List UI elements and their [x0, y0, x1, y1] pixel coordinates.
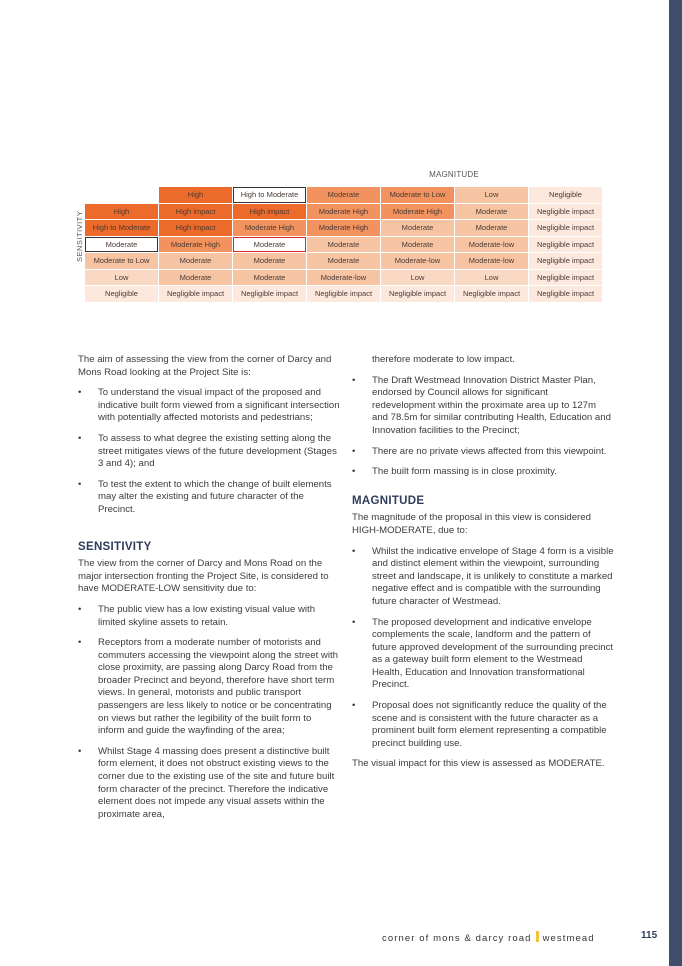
magnitude-intro: The magnitude of the proposal in this view is considered HIGH-MODERATE, due to:: [352, 512, 591, 536]
list-item: [78, 433, 340, 471]
magnitude-header: Moderate: [307, 187, 380, 203]
matrix-cell: Negligible impact: [233, 286, 306, 302]
sensitivity-heading: SENSITIVITY: [78, 540, 152, 553]
list-item-text: The public view has a low existing visual value with limited skyline assets to retain.: [98, 603, 316, 628]
matrix-cell: Negligible impact: [307, 286, 380, 302]
list-item-text: Whilst Stage 4 massing does present a distinctive built form element, it does not obstruct existing views to the corner due to the existing use of the site and future built form character of the precinct. Therefore the indicative element does not impede any visual assets within the proximate area,: [98, 745, 335, 820]
matrix-row: [85, 204, 602, 220]
aims-list: [78, 387, 340, 516]
matrix-row: [85, 220, 602, 236]
list-item-text: The built form massing is in close proximity.: [372, 466, 557, 478]
bullet-icon: •: [352, 700, 356, 712]
sensitivity-header: Low: [85, 270, 158, 286]
matrix-cell: Moderate High: [159, 237, 232, 253]
matrix-cell: Moderate High: [381, 204, 454, 220]
sensitivity-header: Negligible: [85, 286, 158, 302]
matrix-cell: Negligible impact: [529, 286, 602, 302]
matrix-cell: Moderate High: [233, 220, 306, 236]
bullet-icon: •: [352, 616, 356, 628]
sensitivity-intro: The view from the corner of Darcy and Mons Road on the major intersection fronting the Project Site, is considered to have MODERATE-LOW sensitivity due to:: [78, 558, 329, 595]
matrix-cell: Negligible impact: [529, 220, 602, 236]
magnitude-header: Negligible: [529, 187, 602, 203]
matrix-cell: Moderate: [159, 253, 232, 269]
conclusion-paragraph: The visual impact for this view is assessed as MODERATE.: [352, 758, 605, 770]
sensitivity-header-selected: Moderate: [85, 237, 158, 253]
continuation-text: therefore moderate to low impact.: [372, 354, 515, 365]
list-item-text: The proposed development and indicative envelope complements the scale, landform and the pattern of future approved development of the surrounding precinct as a gateway built form element to the Westmead Health, Education and Innovation transformational Precinct.: [372, 616, 614, 691]
matrix-cell: Negligible impact: [529, 204, 602, 220]
matrix-cell: Negligible impact: [381, 286, 454, 302]
footer-location: corner of mons & darcy road: [382, 933, 532, 944]
left-text-column: [78, 354, 340, 829]
list-item-text: To assess to what degree the existing setting along the street mitigates views of the future development (Stages 3 and 4); and: [98, 432, 337, 470]
matrix-cell: Moderate-low: [455, 237, 528, 253]
matrix-cell: Low: [381, 270, 454, 286]
sensitivity-axis-label: SENSITIVITY: [75, 210, 84, 262]
matrix-row: [85, 286, 602, 302]
list-item: [78, 637, 340, 738]
list-item: [78, 746, 340, 822]
magnitude-heading: MAGNITUDE: [352, 494, 425, 507]
list-item: [352, 546, 614, 609]
matrix-cell: Low: [455, 270, 528, 286]
matrix-cell: Negligible impact: [529, 253, 602, 269]
magnitude-list: [352, 546, 614, 751]
bullet-icon: •: [78, 432, 82, 444]
matrix-cell: Moderate-low: [381, 253, 454, 269]
magnitude-header: Moderate to Low: [381, 187, 454, 203]
matrix-cell: Negligible impact: [529, 237, 602, 253]
list-item: [352, 466, 614, 479]
list-item: [352, 617, 614, 693]
matrix-cell: Negligible impact: [159, 286, 232, 302]
matrix-cell-selected-result: Moderate: [233, 237, 306, 253]
matrix-cell: Moderate-low: [455, 253, 528, 269]
footer-suburb: westmead: [542, 933, 595, 944]
magnitude-axis-label: MAGNITUDE: [429, 170, 479, 179]
matrix-cell: Moderate: [307, 237, 380, 253]
matrix-cell: Moderate: [381, 237, 454, 253]
matrix-cell: Negligible impact: [455, 286, 528, 302]
list-item-text: Proposal does not significantly reduce the quality of the scene and is consistent with the future character as a prominent built form element representing a compatible precinct building use.: [372, 700, 607, 749]
bullet-icon: •: [78, 603, 82, 615]
list-item-text: The Draft Westmead Innovation District Master Plan, endorsed by Council allows for significant redevelopment within the proximate area up to 127m and 78.5m for similar contributing Health, Education and Innovation facilities to the Precinct;: [372, 374, 611, 436]
list-item-text: To understand the visual impact of the proposed and indicative built form viewed from a significant intersection with potentially affected motorists and pedestrians;: [98, 387, 340, 424]
bullet-icon: •: [352, 445, 356, 457]
sensitivity-header: High: [85, 204, 158, 220]
magnitude-header: High: [159, 187, 232, 203]
list-item: [78, 479, 340, 517]
footer-title: [382, 931, 595, 944]
right-text-column: [352, 354, 614, 779]
bullet-icon: •: [78, 745, 82, 757]
list-item: [352, 446, 614, 459]
matrix-cell: Moderate: [307, 253, 380, 269]
matrix-corner: [85, 187, 158, 203]
bullet-icon: •: [352, 545, 356, 557]
sensitivity-header: High to Moderate: [85, 220, 158, 236]
list-item: [352, 375, 614, 438]
matrix-cell: Moderate-low: [307, 270, 380, 286]
page-edge-band: [669, 0, 682, 966]
matrix-cell: Moderate: [455, 220, 528, 236]
list-item: [78, 387, 340, 425]
matrix-cell: Negligible impact: [529, 270, 602, 286]
list-item: [78, 604, 340, 629]
matrix-row: [85, 270, 602, 286]
bullet-icon: •: [352, 466, 356, 478]
magnitude-header: Low: [455, 187, 528, 203]
bullet-icon: •: [352, 374, 356, 386]
magnitude-header-selected: High to Moderate: [233, 187, 306, 203]
sensitivity-list: [78, 604, 340, 822]
matrix-cell: Moderate High: [307, 220, 380, 236]
matrix-cell: Moderate: [159, 270, 232, 286]
list-item: [352, 700, 614, 750]
matrix-row: [85, 237, 602, 253]
list-item-text: To test the extent to which the change of built elements may alter the existing and future character of the Precinct.: [98, 478, 332, 515]
footer-separator: [536, 931, 539, 942]
intro-paragraph: The aim of assessing the view from the corner of Darcy and Mons Road looking at the Project Site is:: [78, 354, 332, 378]
bullet-icon: •: [78, 637, 82, 649]
matrix-cell: Moderate: [455, 204, 528, 220]
page-number: 115: [641, 930, 658, 941]
sensitivity-header: Moderate to Low: [85, 253, 158, 269]
matrix-cell: High impact: [159, 220, 232, 236]
bullet-icon: •: [78, 478, 82, 490]
matrix-cell: Moderate: [233, 253, 306, 269]
matrix-cell: Moderate High: [307, 204, 380, 220]
bullet-icon: •: [78, 387, 82, 399]
matrix-cell: Moderate: [381, 220, 454, 236]
matrix-cell: Moderate: [233, 270, 306, 286]
list-item-text: Whilst the indicative envelope of Stage 4 form is a visible and distinct element within the viewpoint, surrounding street and landscape, it is unlikely to constitute a marked negative effect and is compatible with the surrounding future character of Westmead.: [372, 545, 614, 607]
list-item-text: There are no private views affected from this viewpoint.: [372, 445, 607, 457]
matrix-cell: High impact: [233, 204, 306, 220]
sensitivity-list-continued: [352, 375, 614, 479]
matrix-row: [85, 253, 602, 269]
list-item-text: Receptors from a moderate number of motorists and commuters accessing the viewpoint along the street with close proximity, are passing along Darcy Road from the broader Precinct and beyond, therefore have short term views. In general, motorists and public transport passengers are less likely to notice or be concentrating on views but rather the legibility of the built form to inform and guide the wayfinding of the area;: [98, 637, 338, 737]
impact-matrix-table: [84, 186, 603, 303]
matrix-cell: High impact: [159, 204, 232, 220]
matrix-header-row: [85, 187, 602, 203]
